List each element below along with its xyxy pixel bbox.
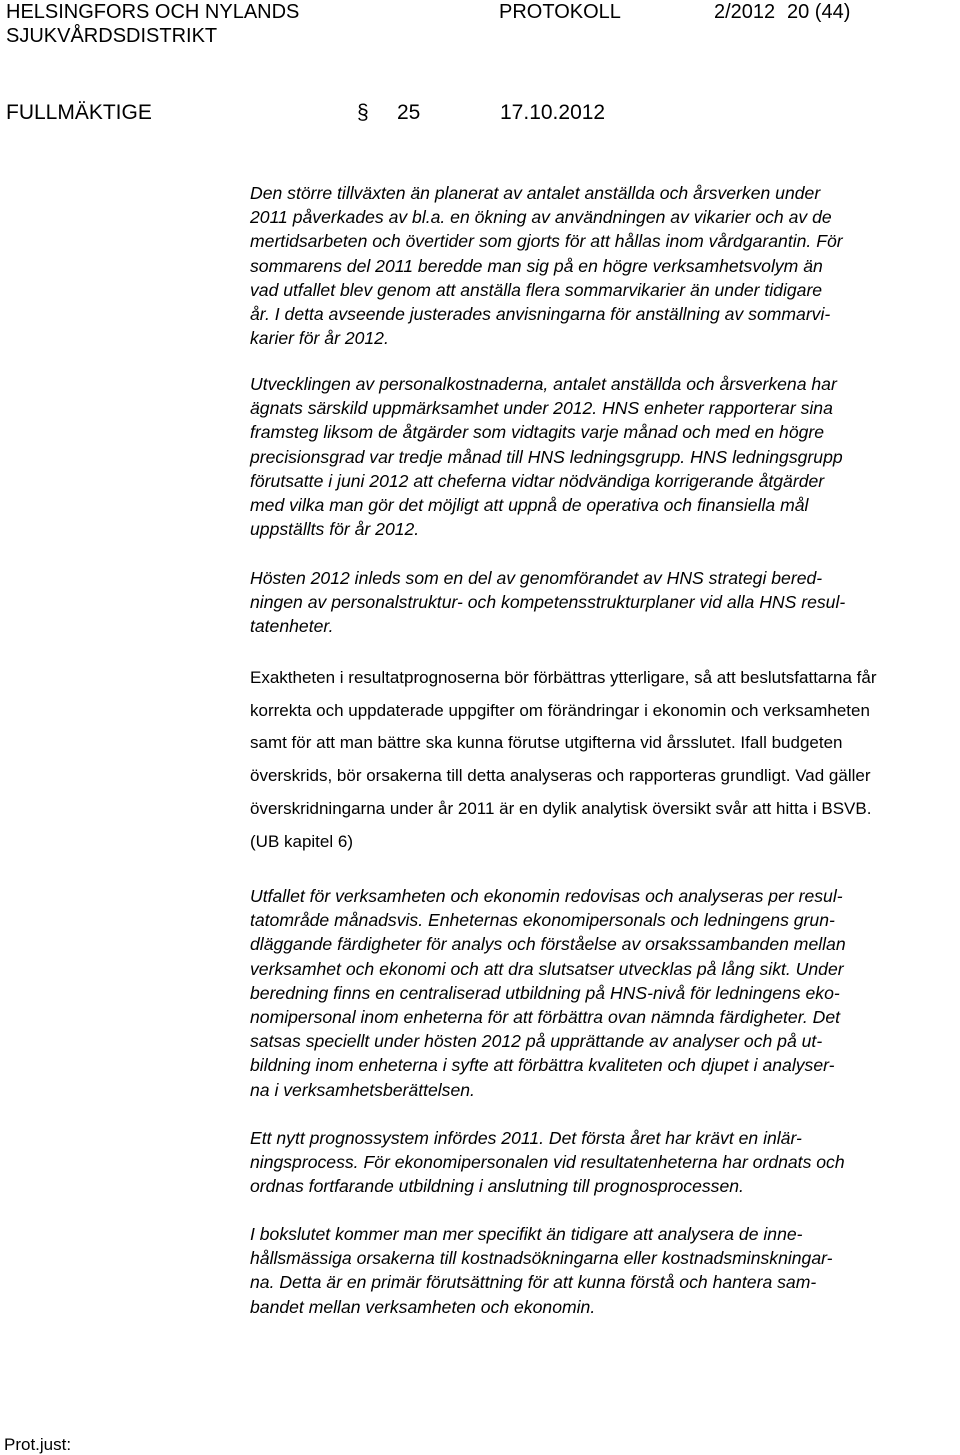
text-line: bildning inom enheterna i syfte att förbättra kvaliteten och djupet i analyser- [250,1055,835,1076]
text-line: tatområde månadsvis. Enheternas ekonomipersonals och ledningens grun- [250,910,835,931]
text-line: ordnas fortfarande utbildning i anslutning till prognosprocessen. [250,1176,744,1197]
section-number: 25 [397,101,421,124]
text-line: förutsatte i juni 2012 att cheferna vidtar nödvändiga korrigerande åtgärder [250,470,825,491]
text-line: Ett nytt prognossystem infördes 2011. Det första året har krävt en inlär- [250,1128,802,1148]
text-line: hållsmässiga orsakerna till kostnadsökningarna eller kostnadsminskningar- [250,1248,833,1269]
text-line: korrekta och uppdaterade uppgifter om förändringar i ekonomin och verksamheten [250,700,870,720]
paragraph-personnel-costs [250,372,950,541]
text-line: precisionsgrad var tredje månad till HNS ledningsgrupp. HNS ledningsgrupp [250,446,843,467]
text-line: I bokslutet kommer man mer specifikt än tidigare att analysera de inne- [250,1224,803,1244]
document-type: PROTOKOLL [499,1,621,23]
meeting-date: 17.10.2012 [500,101,606,124]
text-line: dläggande färdigheter för analys och förståelse av orsakssambanden mellan [250,934,846,955]
text-line: Utvecklingen av personalkostnaderna, antalet anställda och årsverkena har [250,374,837,394]
text-line: Hösten 2012 inleds som en del av genomförandet av HNS strategi bered- [250,568,823,588]
text-line: (UB kapitel 6) [250,831,353,851]
text-line: beredning finns en centraliserad utbildning på HNS-nivå för ledningens eko- [250,982,840,1003]
text-line: Utfallet för verksamheten och ekonomin redovisas och analyseras per resul- [250,886,843,906]
text-line: överskridningarna under år 2011 är en dylik analytisk översikt svår att hitta i BSVB. [250,798,872,818]
text-line: Den större tillväxten än planerat av antalet anställda och årsverken under [250,183,821,203]
text-line: vad utfallet blev genom att anställa flera sommarvikarier än under tidigare [250,279,823,300]
text-line: nomipersonal inom enheterna för att förbättra ovan nämnda färdigheter. Det [250,1007,841,1028]
paragraph-staff-growth [250,181,950,350]
document-number: 2/2012 [714,1,776,23]
organization-name-line1: HELSINGFORS OCH NYLANDS [6,1,300,23]
paragraph-audit-observation [250,662,950,858]
paragraph-monthly-reporting [250,884,950,1102]
text-line: sommarens del 2011 beredde man sig på en högre verksamhetsvolym än [250,255,823,276]
text-line: ningen av personalstruktur- och kompetensstrukturplaner vid alla HNS resul- [250,592,846,613]
text-line: med vilka man gör det möjligt att uppnå de operativa och finansiella mål [250,495,809,516]
text-line: ningsprocess. För ekonomipersonalen vid resultatenheterna har ordnats och [250,1152,845,1173]
text-line: ägnats särskild uppmärksamhet under 2012. HNS enheter rapporterar sina [250,398,833,419]
paragraph-financial-statements [250,1222,950,1319]
text-line: mertidsarbeten och övertider som gjorts för att hållas inom vårdgarantin. För [250,231,843,252]
text-line: 2011 påverkades av bl.a. en ökning av användningen av vikarier och av de [250,207,832,228]
organization-name-line2: SJUKVÅRDSDISTRIKT [6,25,218,47]
text-line: år. I detta avseende justerades anvisningarna för anställning av sommarvi- [250,304,831,325]
paragraph-personnel-structure [250,566,950,639]
text-line: satsas speciellt under hösten 2012 på upprättande av analyser och på ut- [250,1031,823,1052]
text-line: uppställts för år 2012. [250,519,420,540]
section-sign: § [357,101,369,124]
page-number: 20 (44) [787,1,851,23]
text-line: na i verksamhetsberättelsen. [250,1079,475,1100]
text-line: verksamhet och ekonomi och att dra slutsatser utvecklas på lång sikt. Under [250,958,844,979]
text-line: Exaktheten i resultatprognoserna bör förbättras ytterligare, så att beslutsfattarna får [250,668,877,687]
text-line: tatenheter. [250,616,334,637]
text-line: samt för att man bättre ska kunna förutse utgifterna vid årsslutet. Ifall budgeten [250,733,843,753]
paragraph-forecast-system [250,1126,950,1199]
text-line: bandet mellan verksamheten och ekonomin. [250,1296,596,1317]
minutes-checker-label: Prot.just: [4,1435,72,1454]
text-line: framsteg liksom de åtgärder som vidtagits varje månad och med en högre [250,422,825,443]
text-line: karier för år 2012. [250,328,389,349]
text-line: na. Detta är en primär förutsättning för att kunna förstå och hantera sam- [250,1272,817,1293]
body-name: FULLMÄKTIGE [6,101,152,124]
text-line: överskrids, bör orsakerna till detta analyseras och rapporteras grundligt. Vad gäller [250,766,871,786]
